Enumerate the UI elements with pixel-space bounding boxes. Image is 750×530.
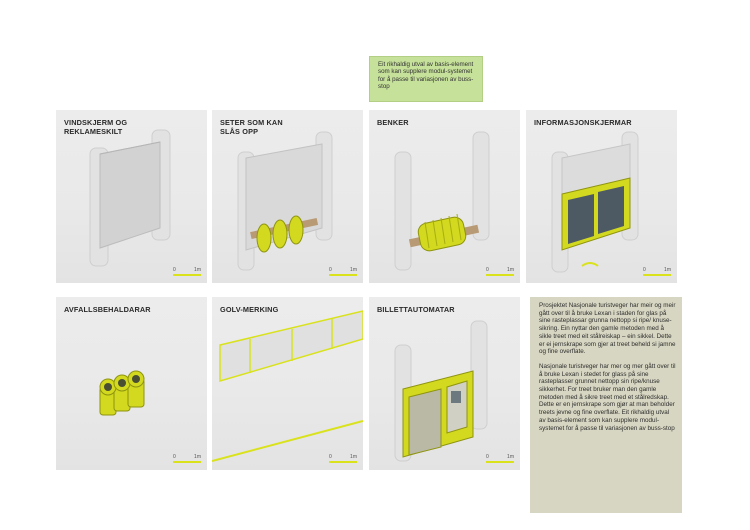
panel-informasjonskjermar [526,110,677,283]
scale-bar: 0 1m [327,267,357,277]
panel-seter [212,110,363,283]
ticket-machine-illustration [369,297,520,470]
panel-title: GOLV-MERKING [220,305,279,314]
scale-bar: 0 1m [171,267,201,277]
description-box [530,297,682,513]
scale-bar: 0 1m [484,267,514,277]
panel-avfallsbehaldarar [56,297,207,470]
scale-bar: 0 1m [171,454,201,464]
panel-golv-merking [212,297,363,470]
info-screen-illustration [526,110,677,283]
panel-title: VINDSKJERM OG REKLAMESKILT [64,118,128,137]
scale-bar: 0 1m [641,267,671,277]
scale-bar: 0 1m [484,454,514,464]
panel-title: BENKER [377,118,409,127]
panel-title: SETER SOM KAN SLÅS OPP [220,118,283,137]
info-note [369,56,483,102]
panel-benker [369,110,520,283]
panel-vindskjerm [56,110,207,283]
panel-billettautomatar [369,297,520,470]
floor-marking-illustration [212,297,363,470]
description-paragraph-2: Nasjonale turistveger har mer og mer gått over til å bruke Lexan i stedet for glass på sine rasteplasser grunnet nettopp sin ripe/knuse sikkerhet. For treet bruker man den gamle metoden med å sikre treet med et stålredskap. Dette er en jernskrape som gjør at man beholder treets jevne og fine overflate. Eit rikhaldig utval av basis-element som kan supplere modul-systemet for å passe til variasjonen av buss-stop [539,362,676,432]
panel-title: AVFALLSBEHALDARAR [64,305,151,314]
waste-bins-illustration [56,297,207,470]
panel-title: BILLETTAUTOMATAR [377,305,455,314]
bench-illustration [369,110,520,283]
info-note-text: Eit rikhaldig utval av basis-element som kan supplere modul-systemet for å passe til variasjonen av buss-stop [378,61,474,91]
panel-title: INFORMASJONSKJERMAR [534,118,632,127]
scale-bar: 0 1m [327,454,357,464]
description-paragraph-1: Prosjektet Nasjonale turistveger har meir og meir gått over til å bruke Lexan i staden for glas på sine rasteplassar grunna nettopp si ripe/ knuse-sikring. Ein nyttar den gamle metoden med å sikle treet med eit stålreiskap – ein sikkel. Dette er ei jernskrape som gjer at treet beheld si jamne og fine overflate. [539,302,676,356]
